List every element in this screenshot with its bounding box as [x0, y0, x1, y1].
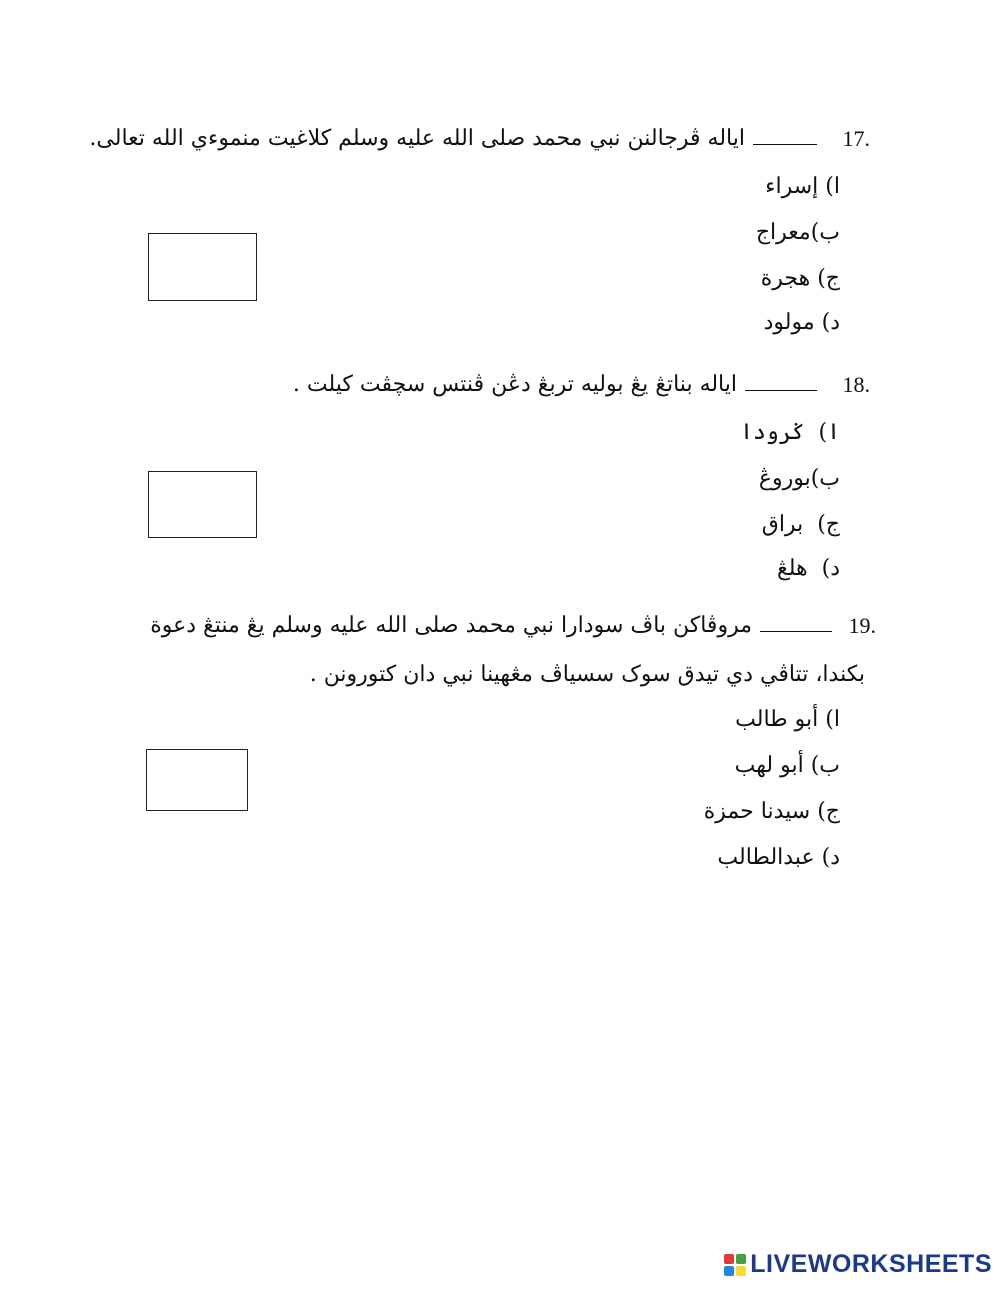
option-d: د) عبدالطالب — [717, 845, 840, 870]
question-number: 17. — [842, 126, 870, 151]
question-text: بكندا، تتاڤي دي تيدق سوک سسياڤ مڠهينا نبي دان كتورونن . — [309, 662, 865, 687]
fill-blank — [753, 126, 817, 145]
logo-mark-icon — [724, 1254, 746, 1276]
question-number: 19. — [848, 613, 876, 638]
fill-blank — [745, 372, 817, 391]
logo-text: LIVEWORKSHEETS — [750, 1250, 992, 1278]
question-17-line — [843, 124, 871, 155]
answer-box-17[interactable] — [148, 233, 257, 301]
answer-box-18[interactable] — [148, 471, 257, 538]
option-c: ج) براق — [761, 512, 840, 537]
option-d: د) هلڠ — [777, 556, 840, 581]
question-text: مروڤاكن باڤ سودارا نبي محمد صلى الله عليه وسلم يڠ منتڠ دعوة — [150, 613, 752, 638]
option-a: ا) أبو طالب — [735, 707, 840, 732]
option-c: ج) هجرة — [760, 266, 840, 291]
question-17-text — [89, 124, 825, 154]
option-b: ب)معراج — [755, 220, 840, 245]
option-b: ب) أبو لهب — [734, 753, 840, 778]
option-b: ب)بوروڠ — [758, 466, 840, 491]
question-text: اياله ڤرجالنن نبي محمد صلى الله عليه وسلم كلاغيت منموءي الله تعالى. — [89, 126, 745, 151]
liveworksheets-logo — [724, 1250, 992, 1279]
question-18-text — [125, 370, 825, 400]
question-text: اياله بناتڠ يڠ بوليه تربڠ دڠن ڤنتس سچڤت كيلت . — [292, 372, 737, 397]
question-19-text-line1 — [120, 611, 840, 641]
question-number: 18. — [842, 372, 870, 397]
question-19-text-line2 — [145, 660, 865, 690]
option-c: ج) سيدنا حمزة — [703, 799, 840, 824]
fill-blank — [760, 613, 832, 632]
option-a: ا) إسراء — [765, 174, 840, 199]
answer-box-19[interactable] — [146, 749, 248, 811]
question-18-line — [843, 370, 871, 401]
option-d: د) مولود — [763, 310, 840, 335]
question-19-line — [849, 611, 877, 642]
option-a: ا) ݢرودا — [740, 420, 840, 445]
